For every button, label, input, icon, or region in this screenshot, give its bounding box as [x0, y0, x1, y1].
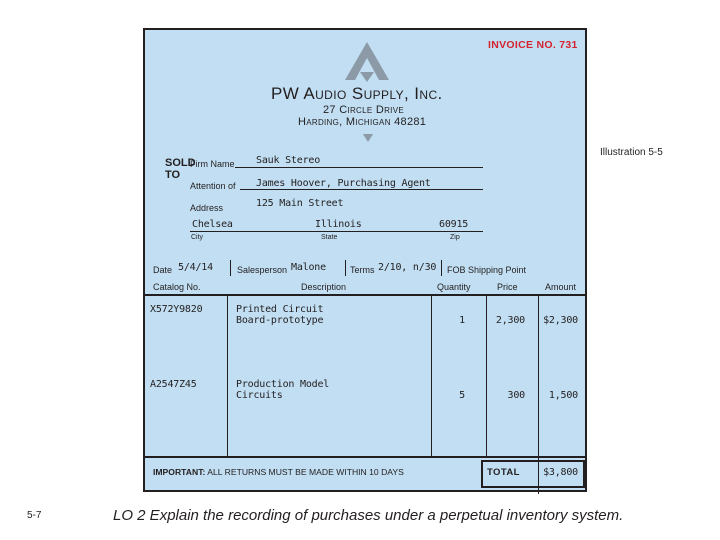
attention-of-value: James Hoover, Purchasing Agent	[256, 178, 431, 189]
column-header-description: Description	[301, 282, 347, 292]
returns-notice	[153, 467, 404, 477]
column-header-catalog: Catalog No.	[153, 282, 201, 292]
firm-name-value: Sauk Stereo	[256, 155, 321, 166]
date-label: Date	[153, 265, 173, 275]
zip-label: Zip	[450, 234, 460, 241]
salesperson-value: Malone	[291, 262, 326, 273]
firm-name-underline	[235, 167, 483, 168]
city-value: Chelsea	[192, 219, 233, 230]
item-description: Printed Circuit	[236, 304, 324, 315]
catalog-number: A2547Z45	[150, 379, 197, 390]
returns-notice-text: ALL RETURNS MUST BE MADE WITHIN 10 DAYS	[205, 467, 404, 477]
item-description: Board-prototype	[236, 315, 324, 326]
header-divider	[345, 260, 346, 276]
date-value: 5/4/14	[178, 262, 213, 273]
column-divider	[431, 294, 432, 456]
header-divider	[230, 260, 231, 276]
item-price: 2,300	[495, 315, 525, 326]
column-header-quantity: Quantity	[437, 282, 471, 292]
table-header-rule	[145, 294, 585, 296]
city-state-zip-underline	[190, 231, 483, 232]
header-divider	[441, 260, 442, 276]
slide-number: 5-7	[27, 510, 42, 521]
total-amount: $3,800	[543, 467, 578, 478]
item-description: Production Model	[236, 379, 330, 390]
total-label: TOTAL	[487, 467, 520, 478]
company-address-line2: Harding, Michigan 48281	[298, 116, 427, 128]
terms-value: 2/10, n/30	[378, 262, 437, 273]
item-quantity: 1	[459, 315, 465, 326]
column-divider	[227, 294, 228, 456]
company-address-line1: 27 Circle Drive	[323, 104, 404, 116]
illustration-label: Illustration 5-5	[600, 147, 663, 158]
city-label: City	[191, 234, 204, 241]
item-description: Circuits	[236, 390, 283, 401]
column-header-amount: Amount	[545, 282, 577, 292]
firm-name-label: Firm Name	[190, 159, 235, 169]
item-amount: 1,500	[548, 390, 578, 401]
item-quantity: 5	[459, 390, 465, 401]
attention-of-underline	[240, 189, 483, 190]
item-price: 300	[507, 390, 525, 401]
salesperson-label: Salesperson	[237, 265, 288, 275]
zip-value: 60915	[439, 219, 469, 230]
invoice-number: INVOICE NO. 731	[488, 39, 578, 51]
down-arrow-icon	[363, 134, 373, 142]
address-value: 125 Main Street	[256, 198, 344, 209]
state-label: State	[321, 234, 338, 241]
company-logo-icon	[345, 42, 389, 82]
learning-objective: LO 2 Explain the recording of purchases under a perpetual inventory system.	[113, 507, 624, 524]
company-name: PW Audio Supply, Inc.	[271, 84, 443, 103]
sold-to-label: SOLD TO	[165, 157, 196, 181]
catalog-number: X572Y9820	[150, 304, 203, 315]
item-amount: $2,300	[543, 315, 578, 326]
address-label: Address	[190, 203, 224, 213]
column-header-price: Price	[497, 282, 518, 292]
invoice-document	[143, 28, 587, 492]
terms-label: Terms	[350, 265, 375, 275]
returns-notice-bold: IMPORTANT:	[153, 467, 206, 477]
fob-label: FOB Shipping Point	[447, 265, 527, 275]
table-footer-rule	[145, 456, 585, 458]
state-value: Illinois	[315, 219, 362, 230]
attention-of-label: Attention of	[190, 181, 236, 191]
